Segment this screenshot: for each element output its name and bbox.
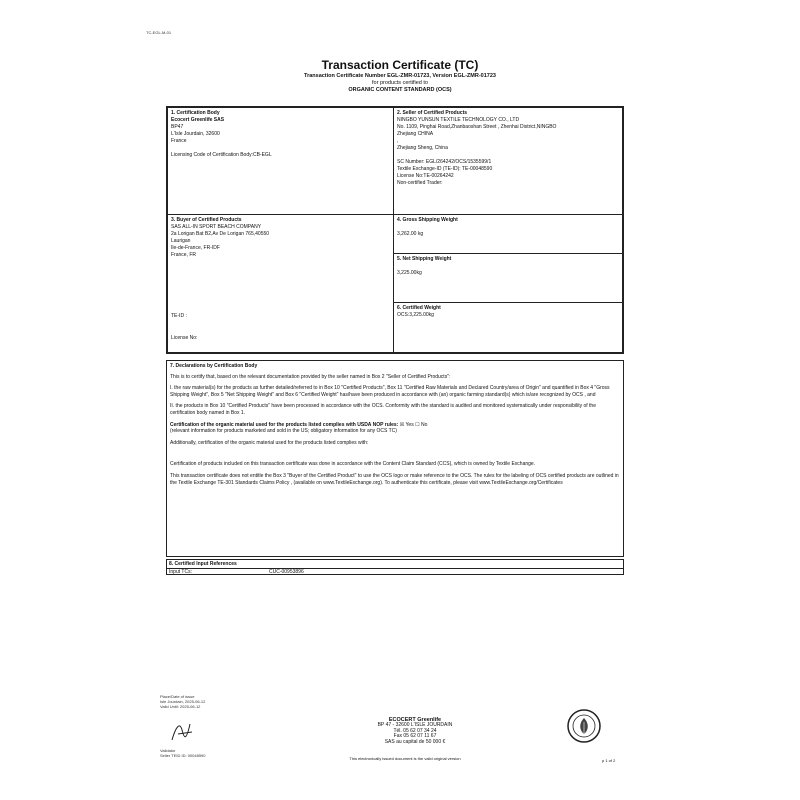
box-3-line: France, FR: [171, 252, 197, 258]
validator-line: Validator: [160, 748, 176, 753]
box-1-certification-body: [167, 107, 394, 215]
for-products-line: for products certified to: [372, 80, 428, 86]
input-tcs-label: Input TCs:: [169, 569, 192, 575]
box-2-line: NINGBO YUNSUN TEXTILE TECHNOLOGY CO., LTD: [397, 117, 520, 123]
usda-statement: Certification of the organic material used for the products listed complies with USDA NOP rules:: [170, 421, 399, 428]
validator-info: [160, 748, 206, 758]
document-code: TC-EGL-M-01: [146, 30, 172, 35]
box-1-heading: 1. Certification Body: [171, 110, 220, 116]
licensing-code: Licensing Code of Certification Body:CB-EGL: [171, 152, 272, 158]
issue-line: Place/Date of issue: [160, 694, 195, 699]
logo-use-statement: This transaction certificate does not entitle the Box 3 "Buyer of the Certified Product" to use the OCS logo or make reference to the OCS. The rules for the labeling of OCS certified products are outlined in the Textile Exchange TE-301 Standards Claims Policy , (available on www.TextileExchange.org). To authenticate this certificate, please visit www.TextileExchange.org/Certificates: [170, 472, 619, 486]
box-3-buyer: [167, 214, 394, 353]
box-3-heading: 3. Buyer of Certified Products: [171, 217, 242, 223]
sc-number: SC Number: EGL/264242/OCS/1535599/1: [397, 159, 492, 165]
box-8-input-references: [166, 559, 624, 575]
box-1-line: France: [171, 138, 187, 144]
ecocert-line: Fax 05 62 07 11 67: [393, 733, 437, 740]
declaration-item-2: II. the products in Box 10 "Certified Products" have been processed in accordance with the OCS. Conformity with the standard is audited and monitored systematically under responsibility of the certification body named in Box 1.: [170, 403, 596, 416]
input-tcs-value: CUC-00953896: [269, 569, 304, 575]
box-2-line: Zhejiang Sheng, China: [397, 145, 448, 151]
seller-te-id: Textile Exchange-ID (TE-ID): TE-00048590: [397, 166, 493, 172]
ecocert-line: SAS au capital de 50 000 €: [384, 738, 446, 745]
ecocert-stamp: [340, 718, 490, 745]
additional-compliance: Additionally, certification of the organic material used for the products listed complies with:: [170, 439, 369, 446]
box-7-declarations: [166, 360, 624, 557]
ecocert-line: Tél. 05 62 07 34 24: [393, 727, 437, 734]
box-8-heading: 8. Certified Input References: [169, 561, 237, 567]
page-title: Transaction Certificate (TC): [321, 58, 479, 72]
box-4-heading: 4. Gross Shipping Weight: [397, 217, 458, 223]
box-6-heading: 6. Certified Weight: [397, 305, 441, 311]
box-6-certified-weight: [393, 302, 623, 353]
box-1-line: BP47: [171, 124, 184, 130]
ecocert-name: ECOCERT Greenlife: [388, 717, 442, 723]
box-7-heading: 7. Declarations by Certification Body: [170, 363, 258, 369]
box-2-heading: 2. Seller of Certified Products: [397, 110, 468, 116]
box-3-line: SAS ALL-IN SPORT BEACH COMPANY: [171, 224, 262, 230]
box-5-net-weight: [393, 253, 623, 303]
ecocert-line: BP 47 - 32600 L'ISLE JOURDAIN: [377, 722, 453, 729]
validator-line: Seller TEID ID: 00048590: [160, 753, 206, 758]
parties-grid: [166, 106, 624, 354]
issue-line: Isle Jourdain, 2025-06-12: [160, 699, 206, 704]
usda-line: [170, 422, 620, 429]
ccs-statement: Certification of products included on this transaction certificate was done in accordance with the Content Claim Standard (CCS), which is owned by Textile Exchange.: [170, 461, 536, 468]
issue-line: Valid Until: 2025-06-12: [160, 704, 201, 709]
box-2-line: Zhejiang CHINA: [397, 131, 434, 137]
declaration-intro: This is to certify that, based on the relevant documentation provided by the seller named in Box 2 "Seller of Certified Products":: [170, 373, 451, 380]
box-5-heading: 5. Net Shipping Weight: [397, 256, 452, 262]
box-3-line: Ile-de-France, FR-IDF: [171, 245, 220, 251]
certificate-number-line: Transaction Certificate Number EGL-ZMR-01723, Version EGL-ZMR-01723: [304, 73, 496, 79]
gross-weight-value: 3,262.00 kg: [397, 231, 424, 237]
box-2-line: No. 1109, Pinghai Road,Zhanbaoshan Street , Zhenhai District,NINGBO: [397, 124, 557, 130]
box-4-gross-weight: [393, 214, 623, 254]
electronic-disclaimer: This electronically issued document is the valid original version: [349, 756, 461, 761]
buyer-license: License No:: [171, 335, 198, 341]
declaration-item-1: I. the raw material(s) for the products as further detailed/referred to in Box 10 "Certified Products", Box 11 "Certified Raw Materials and Declared Country/area of Origin" and quantified in Box 4 "Gross Shipping Weight", Box 5 "Net Shipping Weight" and Box 6 "Certified Weight" has/have been produced in accordance with (an) organic farming standard(s) which is/are recognized by OCS , and: [170, 385, 610, 398]
certified-weight-value: OCS:3,225.00kg: [397, 312, 434, 318]
usda-yes: ☒ Yes: [399, 421, 414, 428]
standard-name: ORGANIC CONTENT STANDARD (OCS): [348, 87, 452, 93]
box-8-divider: [167, 568, 623, 569]
signature-image: [168, 716, 198, 751]
page-number: p 1 of 2: [602, 758, 616, 763]
buyer-te-id: TE-ID :: [171, 313, 187, 319]
box-3-line: 2a Lorigan Bat B2,Av De Lorigan 765,40550: [171, 231, 270, 237]
box-3-line: Laurigan: [171, 238, 191, 244]
box-2-line: ,: [397, 138, 399, 144]
usda-no: ☐ No: [415, 421, 428, 428]
usda-note: (relevant information for products marketed and sold in the US; obligatory information for any OCS TC): [170, 428, 397, 435]
box-2-seller: [393, 107, 623, 215]
net-weight-value: 3,225.00kg: [397, 270, 422, 276]
box-1-line: L'Isle Jourdain, 32600: [171, 131, 220, 137]
ocs-seal-icon: [566, 708, 602, 749]
box-1-line: Ecocert Greenlife SAS: [171, 117, 225, 123]
seller-license: License No:TE-00264242: [397, 173, 454, 179]
issue-info: [160, 694, 205, 709]
non-certified-trader: Non-certified Trader:: [397, 180, 443, 186]
